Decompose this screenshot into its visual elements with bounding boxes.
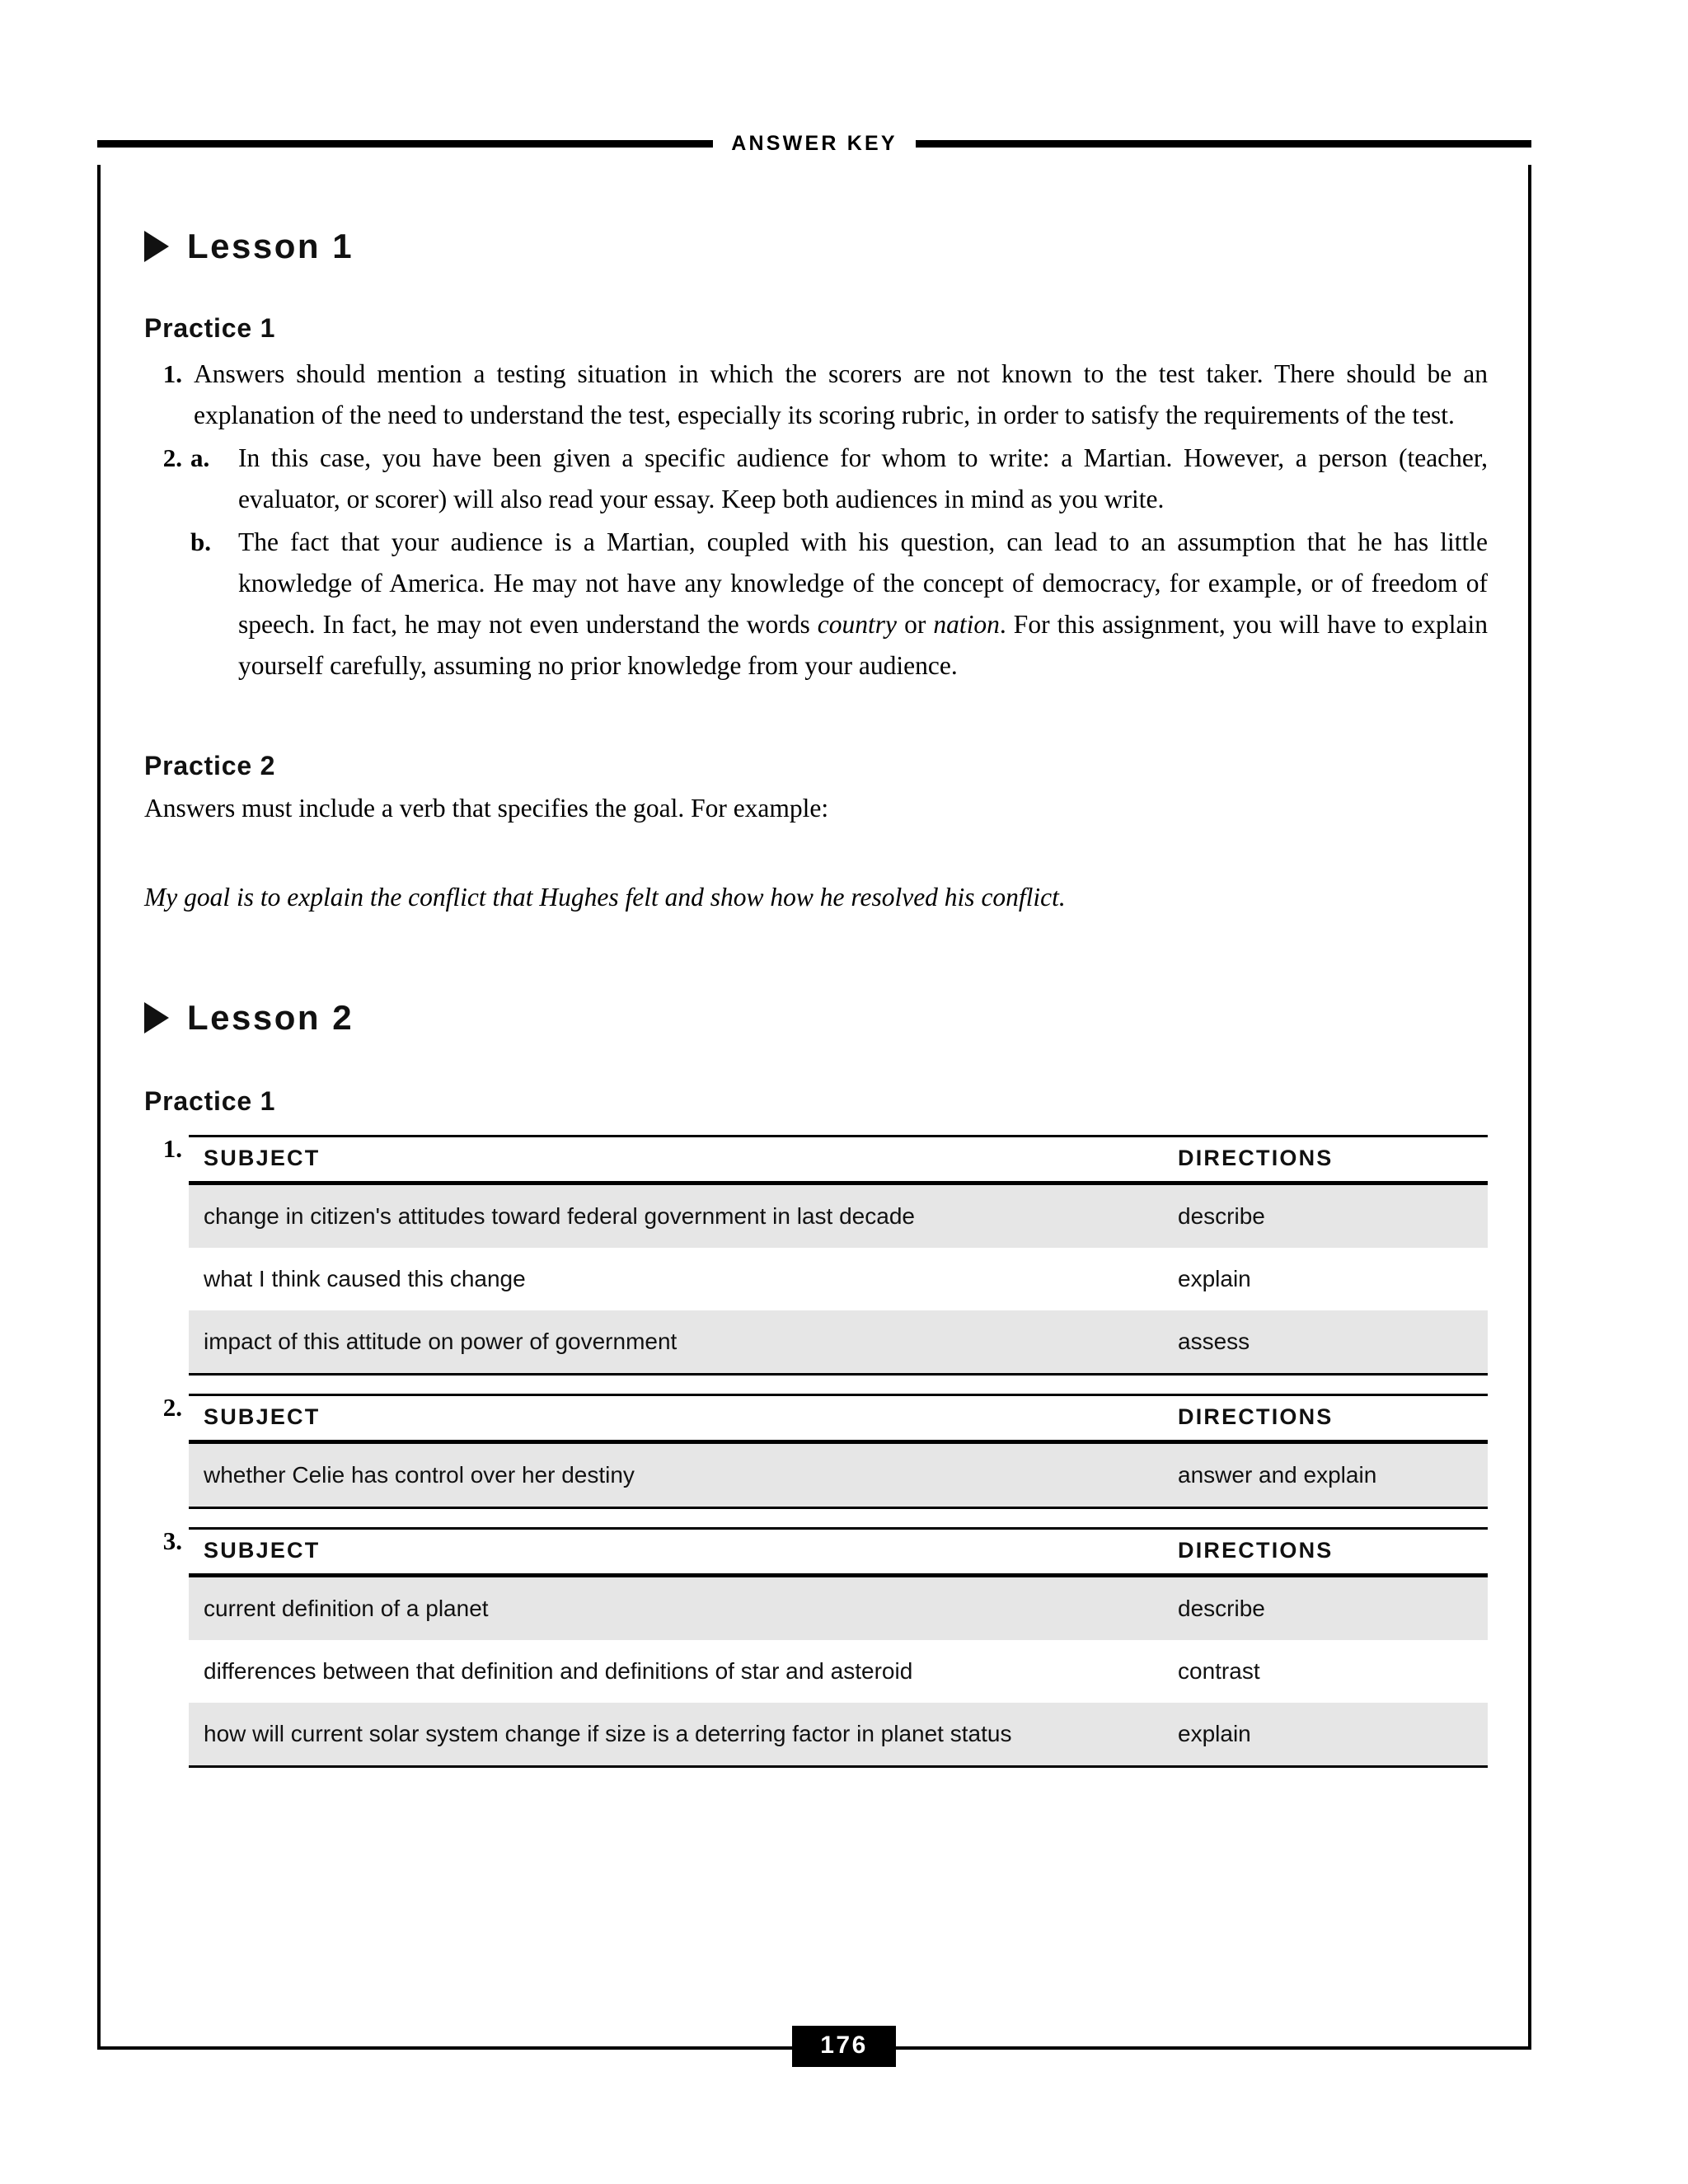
cell-subject: change in citizen's attitudes toward federal government in last decade <box>189 1183 1163 1249</box>
triangle-bullet-icon <box>144 231 169 262</box>
table-header-row <box>189 1529 1488 1576</box>
column-header-directions: DIRECTIONS <box>1163 1137 1488 1183</box>
running-head-rule-left <box>97 140 713 148</box>
practice-heading-l1-p1: Practice 1 <box>144 313 276 343</box>
practice-heading-l1-p2: Practice 2 <box>144 751 276 780</box>
answer-text-segment: . For this assignment, you will have to explain yourself carefully, assuming no prior knowledge from your audience. <box>238 610 1488 680</box>
page-number-badge: 176 <box>792 2026 896 2067</box>
answer-item-text: Answers should mention a testing situation in which the scorers are not known to the test taker. There should be an explanation of the need to understand the test, especially its scoring rubric, in order to satisfy the requirements of the test. <box>194 359 1488 429</box>
answer-item-2b <box>144 522 1488 687</box>
running-head-title: ANSWER KEY <box>731 131 898 155</box>
running-head <box>97 122 1531 165</box>
answer-table-block-3 <box>144 1527 1488 1768</box>
italic-term-country: country <box>817 610 898 639</box>
running-head-rule-right <box>916 140 1531 148</box>
column-header-subject: SUBJECT <box>189 1529 1163 1576</box>
table-item-number: 1. <box>162 1134 182 1163</box>
column-header-subject: SUBJECT <box>189 1395 1163 1442</box>
cell-subject: what I think caused this change <box>204 1266 526 1291</box>
answer-list-l1-p1 <box>144 354 1488 687</box>
table-row <box>189 1248 1488 1310</box>
cell-subject: how will current solar system change if size is a deterring factor in planet status <box>189 1703 1163 1767</box>
table-item-number: 3. <box>162 1526 182 1555</box>
cell-directions: describe <box>1163 1183 1488 1249</box>
answer-table-block-1 <box>144 1135 1488 1376</box>
cell-directions: explain <box>1178 1266 1251 1291</box>
answer-text-segment: or <box>897 610 934 639</box>
table-row <box>189 1640 1488 1703</box>
table-item-number: 2. <box>162 1393 182 1422</box>
practice2-intro-text: Answers must include a verb that specifies the goal. For example: <box>144 794 829 823</box>
cell-subject: current definition of a planet <box>189 1576 1163 1641</box>
lesson-heading-1 <box>144 229 1488 264</box>
answer-item-number: 2. <box>162 443 182 472</box>
answer-item-number: 1. <box>162 359 182 388</box>
column-header-directions: DIRECTIONS <box>1163 1395 1488 1442</box>
answer-item-text: In this case, you have been given a specific audience for whom to write: a Martian. However, a person (teacher, evaluator, or scorer) will also read your essay. Keep both audiences in mind as you write. <box>238 443 1488 513</box>
column-header-subject: SUBJECT <box>189 1137 1163 1183</box>
cell-directions: describe <box>1163 1576 1488 1641</box>
practice-heading-l2-p1: Practice 1 <box>144 1086 276 1116</box>
answer-table-block-2 <box>144 1394 1488 1509</box>
cell-directions: contrast <box>1178 1658 1260 1684</box>
lesson-heading-2 <box>144 998 1488 1037</box>
cell-directions: answer and explain <box>1163 1442 1488 1508</box>
answer-item-sublabel: a. <box>190 443 210 472</box>
table-header-row <box>189 1137 1488 1183</box>
table-header-row <box>189 1395 1488 1442</box>
lesson-title-2: Lesson 2 <box>187 998 354 1037</box>
table-row <box>189 1183 1488 1249</box>
cell-subject: differences between that definition and definitions of star and asteroid <box>204 1658 913 1684</box>
subject-directions-table-2 <box>189 1394 1488 1509</box>
answer-item-1 <box>144 354 1488 436</box>
answer-item-2a <box>144 438 1488 520</box>
table-row <box>189 1442 1488 1508</box>
cell-directions: assess <box>1163 1310 1488 1375</box>
italic-term-nation: nation <box>933 610 1000 639</box>
cell-subject: impact of this attitude on power of government <box>189 1310 1163 1375</box>
cell-directions: explain <box>1163 1703 1488 1767</box>
triangle-bullet-icon <box>144 1002 169 1033</box>
answer-text-segment: The fact that your audience is a Martian, coupled with his question, can lead to an assumption that he has little knowledge of America. He may not have any knowledge of the concept of democracy, for example, or of freedom of speech. In fact, he may not even understand the words <box>238 527 1488 639</box>
table-row <box>189 1310 1488 1375</box>
column-header-directions: DIRECTIONS <box>1163 1529 1488 1576</box>
lesson-title-1: Lesson 1 <box>187 227 354 265</box>
answer-item-sublabel: b. <box>190 527 211 556</box>
cell-subject: whether Celie has control over her destiny <box>189 1442 1163 1508</box>
table-row <box>189 1703 1488 1767</box>
page-content <box>144 198 1488 1768</box>
table-row <box>189 1576 1488 1641</box>
subject-directions-table-3 <box>189 1527 1488 1768</box>
practice2-example-sentence: My goal is to explain the conflict that Hughes felt and show how he resolved his conflict. <box>144 883 1066 912</box>
page-footer <box>0 2026 1688 2067</box>
answer-item-text <box>227 522 1488 687</box>
subject-directions-table-1 <box>189 1135 1488 1376</box>
